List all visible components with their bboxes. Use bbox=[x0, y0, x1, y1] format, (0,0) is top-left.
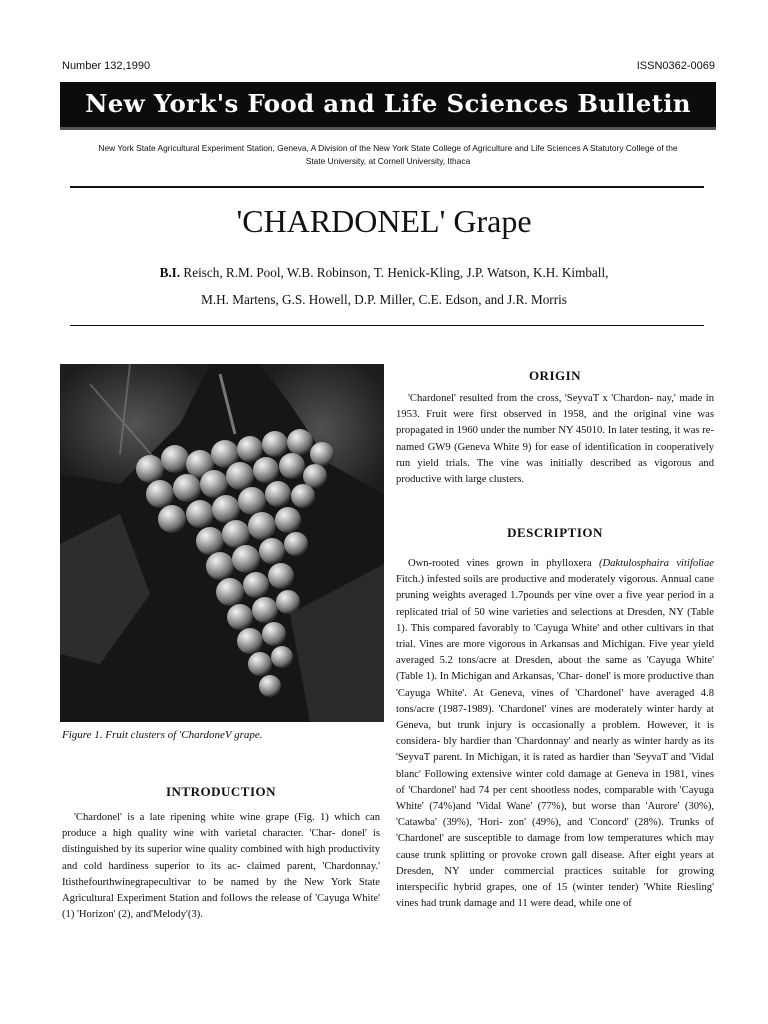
grape-cluster-photo bbox=[60, 364, 384, 722]
authors-line-2: M.H. Martens, G.S. Howell, D.P. Miller, C.E. Edson, and J.R. Morris bbox=[201, 292, 567, 307]
bulletin-title: New York's Food and Life Sciences Bulletin bbox=[85, 89, 691, 118]
affiliation: New York State Agricultural Experiment Station, Geneva, A Division of the New York State College of Agriculture and Life Sciences A Statutory College of the State University, at Cornell University, Ithaca bbox=[98, 143, 678, 166]
origin-heading: ORIGIN bbox=[528, 368, 582, 383]
article-title: 'CHARDONEL' Grape bbox=[236, 203, 532, 239]
introduction-heading: INTRODUCTION bbox=[165, 784, 276, 799]
authors-line-1 bbox=[0, 265, 768, 281]
issue-number: Number 132,1990 bbox=[62, 60, 151, 72]
issn: ISSN0362-0069 bbox=[636, 60, 715, 72]
description-heading: DESCRIPTION bbox=[507, 525, 603, 540]
issue-line bbox=[62, 60, 715, 74]
description-text-after: Fitch.) infested soils are productive and moderately vigorous. Annual cane pruning weights averaged 1.7pounds per vine over a five year period in a replicated trial of 50 wine varieties and selections at Dresden, NY (Table 1). This compared favorably to 'Cayuga White' and other cultivars in that trial. Vines are more vigorous in Arkansas and Michigan. Five year yield averaged 5.2 tons/acre at Dresden, about the same as 'Cayuga White' (Table 1). In Michigan and Arkansas, 'Char- donel' is more productive than 'Cayuga White'. At Geneva, vines of 'Chardonel' have averaged 4.8 tons/acre (1987-1989). 'Chardonel' vines are moderately winter hardy at Geneva, but trunk injury is occasionally a problem. However, it is considera- bly hardier than 'Chardonnay' and nearly as winter hardy as its 'SeyvaT parent. In Michigan, it is rated as hardier than 'SeyvaT and 'Vidal blanc' Following extensive winter cold damage at Geneva in 1981, vines of 'Chardonel' had 74 per cent shootless nodes, comparable with 'Cayuga White' (74%)and 'Vidal Wane' (77%), but worse than 'Aurore' (30%), 'Catawba' (39%), 'Hori- zon' (49%), and 'Concord' (28%). Trunks of 'Chardonel' are susceptible to damage from low temperatures which may cause trunk splitting or provoke crown gall disease. After eight years at Dresden, NY under commercial practices suitable for growing interspecific hybrid grapes, one of 15 (winter tender) 'White Riesling' vines had trunk damage and 11 were dead, while one of bbox=[396, 574, 714, 910]
author-lead: B.I. bbox=[159, 265, 181, 280]
divider-top bbox=[70, 186, 704, 188]
origin-text: 'Chardonel' resulted from the cross, 'SeyvaT x 'Chardon- nay,' made in 1953. Fruit were first observed in 1958, and the original vine was propagated in 1960 under the number NY 45010. In later testing, it was re-named GW9 (Geneva White 9) for ease of identification in cooperatively run yield trials. The vine was initially described as vigorous and productive with large clusters. bbox=[396, 393, 714, 486]
description-text bbox=[396, 556, 714, 912]
species-name: (Daktulosphaira vitifoliae bbox=[598, 558, 715, 569]
description-text-before: Own-rooted vines grown in phylloxera bbox=[408, 558, 599, 569]
introduction-text: 'Chardonel' is a late ripening white wine grape (Fig. 1) which can produce a high quality wine with varietal character. 'Char- donel' is distinguished by its superior wine quality combined with high productivity and cold hardiness superior to its ac- claimed parent, 'Chardonnay.' Itisthefourthwinegrapecultivar to be named by the New York State Agricultural Experiment Station and follows the release of 'Cayuga White' (1) 'Horizon' (2), and'Melody'(3). bbox=[62, 812, 380, 921]
figure-caption: Figure 1. Fruit clusters of 'ChardoneV grape. bbox=[62, 729, 263, 741]
author-rest: Reisch, R.M. Pool, W.B. Robinson, T. Henick-Kling, J.P. Watson, K.H. Kimball, bbox=[180, 265, 609, 280]
divider-bottom bbox=[70, 325, 704, 326]
bulletin-banner bbox=[60, 82, 716, 130]
